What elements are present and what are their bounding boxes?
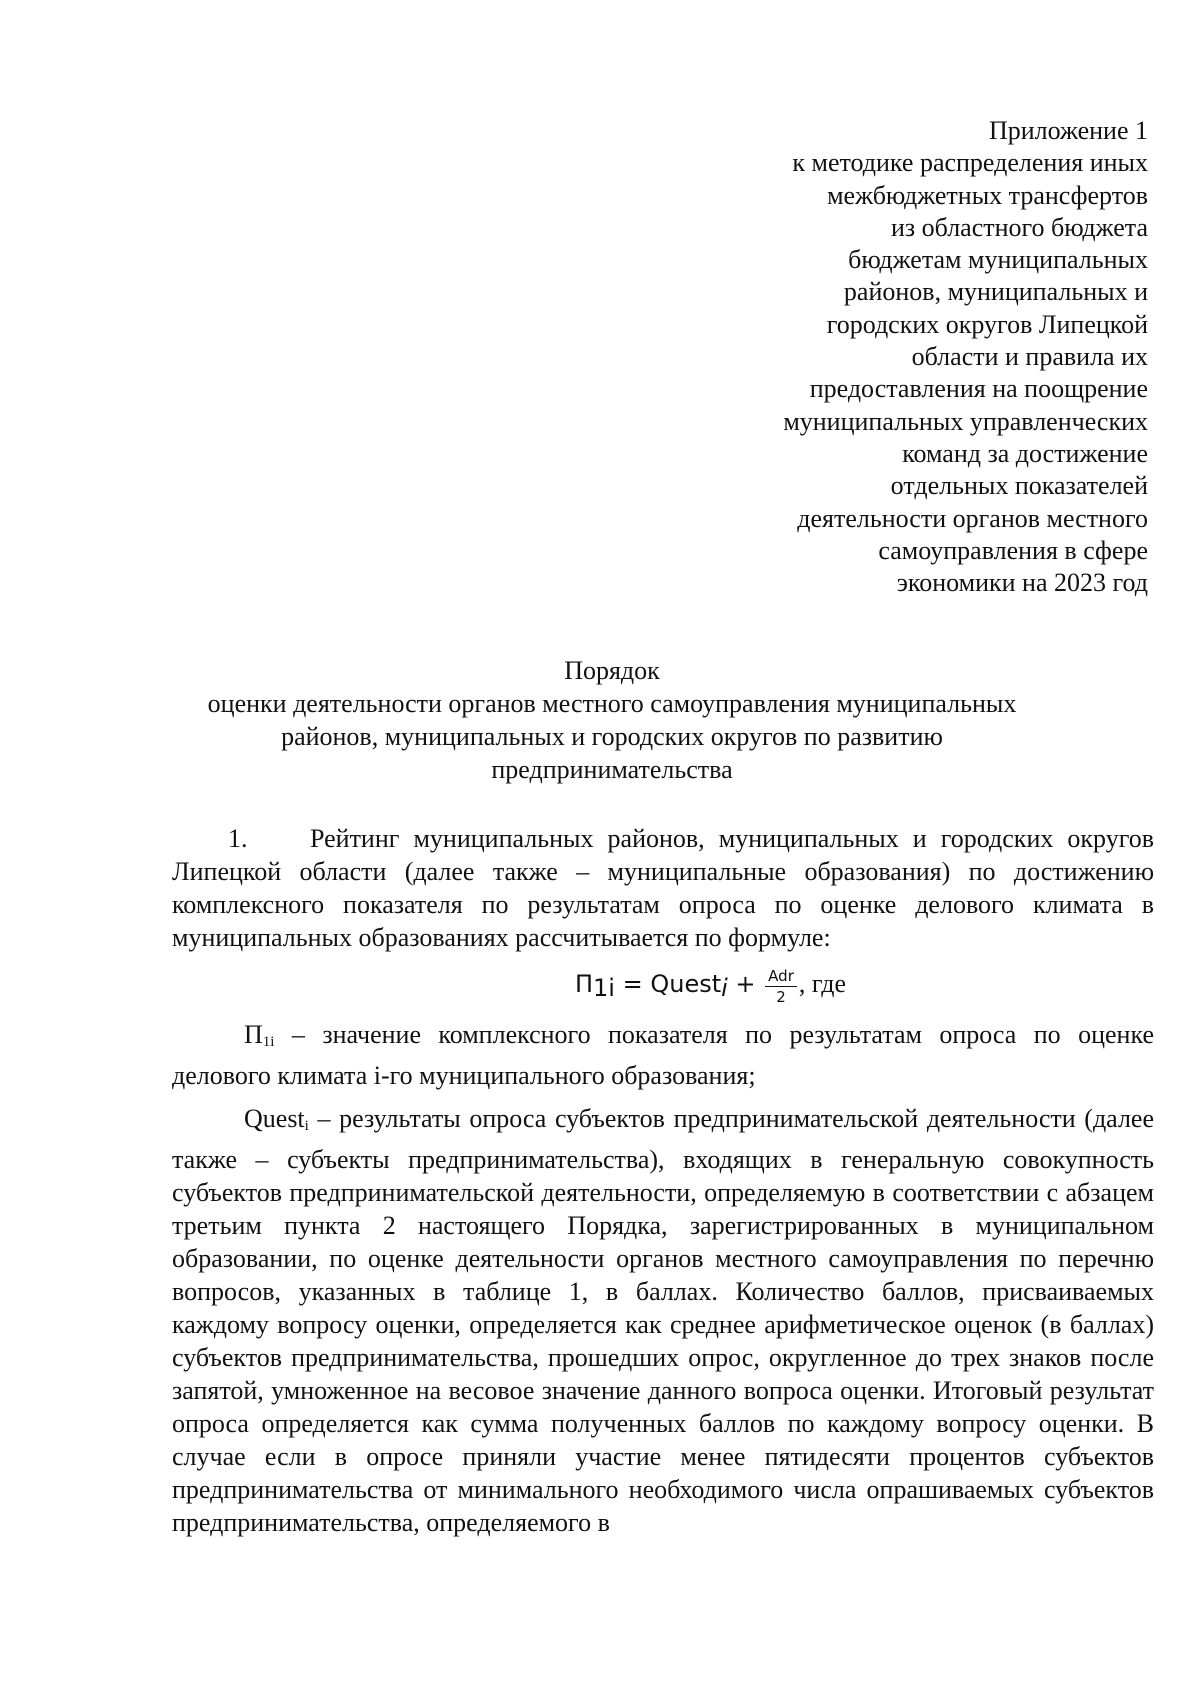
- paragraph-definition-quest: [172, 1102, 1154, 1539]
- fraction-numerator: Adr: [765, 967, 797, 987]
- appendix-line: Приложение 1: [988, 116, 1148, 145]
- appendix-line: команд за достижение: [902, 438, 1148, 468]
- formula-quest-subscript: i: [721, 974, 728, 1002]
- document-title: [170, 654, 1054, 786]
- paragraph-number: 1.: [228, 824, 248, 853]
- definition-symbol-subscript: 1i: [262, 1034, 275, 1050]
- definition-symbol: П: [244, 1020, 263, 1049]
- appendix-line: из областного бюджета: [890, 212, 1148, 242]
- appendix-line: районов, муниципальных и: [843, 277, 1148, 307]
- formula-lhs-subscript: 1i: [593, 974, 615, 1002]
- appendix-line: предоставления на поощрение: [809, 374, 1148, 404]
- paragraph-1: [172, 822, 1154, 954]
- formula-equals-quest: = Quest: [614, 970, 722, 998]
- appendix-header: [588, 115, 1148, 599]
- formula: [172, 956, 1154, 1012]
- paragraph-1-text: Рейтинг муниципальных районов, муниципальных и городских округов Липецкой области (далее также – муниципальные образования) по достижению комплексного показателя по результатам опроса по оценке делового климата в муниципальных образованиях рассчитывается по формуле:: [172, 824, 1154, 952]
- definition-symbol: Quest: [244, 1104, 305, 1133]
- definition-symbol-subscript: i: [304, 1118, 309, 1134]
- appendix-line: бюджетам муниципальных: [848, 245, 1148, 275]
- appendix-line: самоуправления в сфере: [878, 535, 1148, 565]
- appendix-line: деятельности органов местного: [797, 503, 1148, 533]
- appendix-line: экономики на 2023 год: [896, 568, 1148, 598]
- appendix-line: отдельных показателей: [890, 471, 1148, 501]
- title-line: предпринимательства: [491, 755, 733, 784]
- appendix-line: муниципальных управленческих: [783, 406, 1148, 436]
- appendix-line: области и правила их: [911, 342, 1148, 372]
- title-line: районов, муниципальных и городских округов по развитию: [281, 722, 943, 751]
- fraction-denominator: 2: [776, 987, 786, 1006]
- formula-fraction: [765, 967, 797, 1006]
- paragraph-definition-p1i: [172, 1018, 1154, 1092]
- formula-tail: , где: [798, 969, 846, 998]
- appendix-line: к методике распределения иных: [792, 148, 1148, 178]
- formula-plus: +: [727, 970, 764, 998]
- title-line: Порядок: [564, 656, 660, 685]
- appendix-line: межбюджетных трансфертов: [827, 180, 1148, 210]
- title-line: оценки деятельности органов местного самоуправления муниципальных: [207, 689, 1017, 718]
- formula-lhs: П: [574, 970, 594, 998]
- definition-text: – результаты опроса субъектов предпринимательской деятельности (далее также – субъекты предпринимательства), входящих в генеральную совокупность субъектов предпринимательской деятельности, определяемую в соответствии с абзацем третьим пункта 2 настоящего Порядка, зарегистрированных в муниципальном образовании, по оценке деятельности органов местного самоуправления по перечню вопросов, указанных в таблице 1, в баллах. Количество баллов, присваиваемых каждому вопросу оценки, определяется как среднее арифметическое оценок (в баллах) субъектов предпринимательства, прошедших опрос, округленное до трех знаков после запятой, умноженное на весовое значение данного вопроса оценки. Итоговый результат опроса определяется как сумма полученных баллов по каждому вопросу оценки. В случае если в опросе приняли участие менее пятидесяти процентов субъектов предпринимательства от минимального необходимого числа опрашиваемых субъектов предпринимательства, определяемого в: [172, 1104, 1154, 1537]
- definition-text: – значение комплексного показателя по результатам опроса по оценке делового климата i-го муниципального образования;: [172, 1020, 1154, 1090]
- document-body: [172, 822, 1154, 1539]
- appendix-line: городских округов Липецкой: [826, 309, 1148, 339]
